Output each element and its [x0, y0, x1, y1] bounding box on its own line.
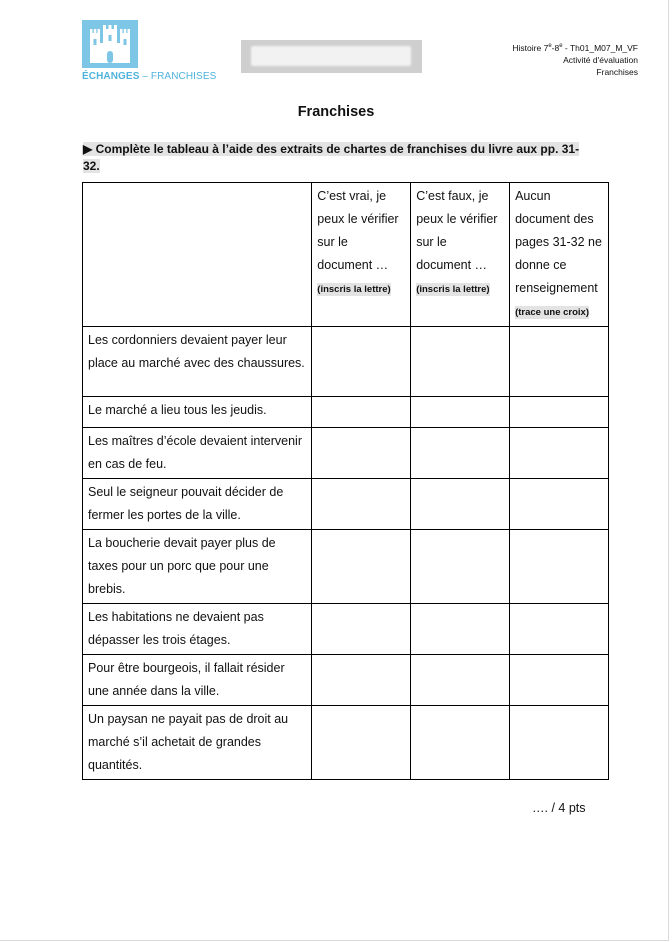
header-cell-empty — [83, 183, 312, 327]
answer-none-cell[interactable] — [510, 327, 609, 397]
arrow-icon: ▶ — [83, 142, 93, 156]
answer-false-cell[interactable] — [411, 479, 510, 530]
answer-false-cell[interactable] — [411, 397, 510, 428]
statement-cell: La boucherie devait payer plus de taxes pour un porc que pour une brebis. — [83, 530, 312, 604]
answer-true-cell[interactable] — [312, 397, 411, 428]
answer-none-cell[interactable] — [510, 655, 609, 706]
answer-true-cell[interactable] — [312, 604, 411, 655]
answer-true-cell[interactable] — [312, 327, 411, 397]
logo-caption — [82, 71, 217, 82]
header-topic-line: Franchises — [596, 66, 638, 77]
header-note: (trace une croix) — [515, 307, 589, 318]
header-note: (inscris la lettre) — [317, 284, 391, 295]
table-row — [83, 530, 609, 604]
statement-cell: Les habitations ne devaient pas dépasser les trois étages. — [83, 604, 312, 655]
answer-none-cell[interactable] — [510, 397, 609, 428]
statement-cell: Seul le seigneur pouvait décider de fermer les portes de la ville. — [83, 479, 312, 530]
score-total: …. / 4 pts — [532, 801, 586, 815]
page-title: Franchises — [297, 104, 375, 120]
table-row — [83, 327, 609, 397]
answer-false-cell[interactable] — [411, 706, 510, 780]
table-row — [83, 428, 609, 479]
answer-false-cell[interactable] — [411, 428, 510, 479]
statement-cell: Pour être bourgeois, il fallait résider une année dans la ville. — [83, 655, 312, 706]
statement-cell: Un paysan ne payait pas de droit au marché s’il achetait de grandes quantités. — [83, 706, 312, 780]
statement-cell: Les maîtres d’école devaient intervenir en cas de feu. — [83, 428, 312, 479]
answer-none-cell[interactable] — [510, 428, 609, 479]
answer-none-cell[interactable] — [510, 706, 609, 780]
instruction — [83, 141, 583, 175]
statement-cell: Les cordonniers devaient payer leur place au marché avec des chaussures. — [83, 327, 312, 397]
header-cell-none: Aucun document des pages 31-32 ne donne ce renseignement (trace une croix) — [510, 183, 609, 327]
answer-true-cell[interactable] — [312, 706, 411, 780]
answer-false-cell[interactable] — [411, 327, 510, 397]
logo-caption-rest: – FRANCHISES — [139, 71, 217, 82]
answer-true-cell[interactable] — [312, 530, 411, 604]
answer-none-cell[interactable] — [510, 479, 609, 530]
table-header-row — [83, 183, 609, 327]
answer-false-cell[interactable] — [411, 530, 510, 604]
answer-none-cell[interactable] — [510, 604, 609, 655]
answer-false-cell[interactable] — [411, 604, 510, 655]
answer-none-cell[interactable] — [510, 530, 609, 604]
answer-true-cell[interactable] — [312, 479, 411, 530]
header-note: (inscris la lettre) — [416, 284, 490, 295]
table-row — [83, 706, 609, 780]
instruction-text: Complète le tableau à l’aide des extraits de chartes de franchises du livre aux pp. 31-32. — [83, 142, 580, 173]
logo-caption-bold: ÉCHANGES — [82, 71, 140, 82]
castle-icon — [82, 20, 138, 68]
franchises-table — [82, 182, 609, 780]
header-course-line: Histoire 7e-8e - Th01_M07_M_VF — [512, 42, 638, 53]
table-row — [83, 397, 609, 428]
table-row — [83, 604, 609, 655]
statement-cell: Le marché a lieu tous les jeudis. — [83, 397, 312, 428]
header-activity-line: Activité d'évaluation — [563, 54, 638, 65]
answer-false-cell[interactable] — [411, 655, 510, 706]
answer-true-cell[interactable] — [312, 655, 411, 706]
header-cell-true: C’est vrai, je peux le vérifier sur le document … (inscris la lettre) — [312, 183, 411, 327]
redacted-name-field — [241, 40, 422, 73]
header-info — [512, 40, 638, 78]
table-row — [83, 655, 609, 706]
header-cell-false: C’est faux, je peux le vérifier sur le document … (inscris la lettre) — [411, 183, 510, 327]
logo — [82, 20, 217, 82]
redacted-blur — [251, 46, 411, 66]
table-row — [83, 479, 609, 530]
answer-true-cell[interactable] — [312, 428, 411, 479]
